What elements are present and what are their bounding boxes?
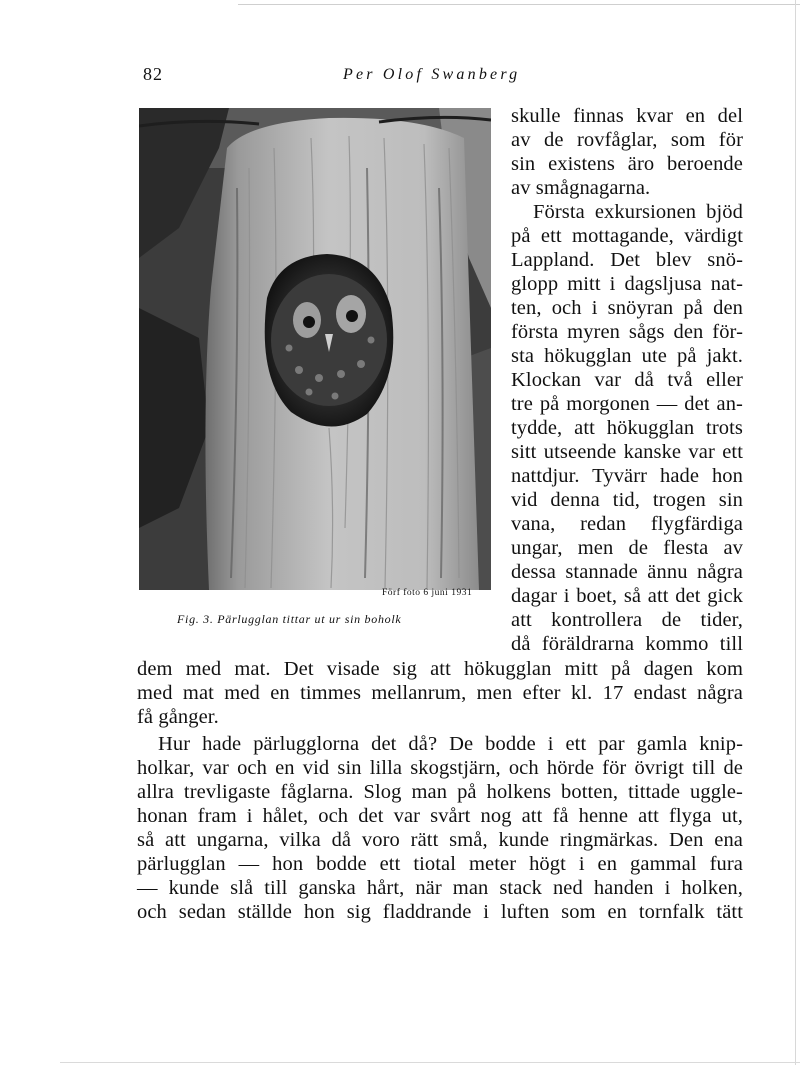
text-line: sitt utseende kanske var ett — [511, 441, 743, 463]
text-line: ungar, men de flesta av — [511, 537, 743, 559]
text-line: så att ungarna, vilka då voro rätt små, kunde ringmärkas. Den ena — [137, 829, 743, 851]
text-line: Lappland. Det blev snö- — [511, 249, 743, 271]
text-line: av smågnagarna. — [511, 177, 651, 199]
text-line: med mat med en timmes mellanrum, men efter kl. 17 endast några — [137, 682, 743, 704]
text-line: glopp mitt i dagsljusa nat- — [511, 273, 743, 295]
text-line: första myren sågs den för- — [511, 321, 743, 343]
owl-photo — [139, 108, 491, 590]
page-number: 82 — [143, 64, 163, 84]
text-line: ten, och i snöyran på den — [511, 297, 743, 319]
text-line: honan fram i hålet, och det var svårt nog att få henne att flyga ut, — [137, 805, 743, 827]
text-line: allra trevligaste fåglarna. Slog man på holkens botten, tittade uggle- — [137, 781, 743, 803]
text-line: — kunde slå till ganska hårt, när man stack ned handen i holken, — [137, 877, 743, 899]
text-line: på ett mottagande, värdigt — [511, 225, 743, 247]
text-line: vana, redan flygfärdiga — [511, 513, 743, 535]
text-line: Hur hade pärlugglorna det då? De bodde i ett par gamla knip- — [158, 733, 743, 755]
text-line: vid denna tid, trogen sin — [511, 489, 743, 511]
text-line: och sedan ställde hon sig fladdrande i luften som en tornfalk tätt — [137, 901, 743, 923]
photo-credit: Förf foto 6 juni 1931 — [382, 588, 473, 598]
text-line: Första exkursionen bjöd — [533, 201, 743, 223]
text-line: tydde, att hökugglan trots — [511, 417, 743, 439]
text-line: skulle finnas kvar en del — [511, 105, 743, 127]
text-line: få gånger. — [137, 706, 219, 728]
text-line: då föräldrarna kommo till — [511, 633, 743, 655]
scan-edge-bottom — [60, 1062, 800, 1063]
text-line: sin existens äro beroende — [511, 153, 743, 175]
figure-caption: Fig. 3. Pärlugglan tittar ut ur sin boholk — [177, 612, 402, 626]
running-head: Per Olof Swanberg — [343, 66, 521, 83]
text-line: dagar i boet, så att det gick — [511, 585, 743, 607]
text-line: holkar, var och en vid sin lilla skogstjärn, och hörde för övrigt till de — [137, 757, 743, 779]
text-line: Klockan var då två eller — [511, 369, 743, 391]
text-line: tre på morgonen — det an- — [511, 393, 743, 415]
text-line: sta hökugglan ute på jakt. — [511, 345, 743, 367]
text-line: nattdjur. Tyvärr hade hon — [511, 465, 743, 487]
text-line: pärlugglan — hon bodde ett tiotal meter högt i en gammal fura — [137, 853, 743, 875]
owl-in-nest-box-image — [139, 108, 491, 590]
text-line: dem med mat. Det visade sig att hökugglan mitt på dagen kom — [137, 658, 743, 680]
text-line: dessa stannade ännu några — [511, 561, 743, 583]
text-line: att kontrollera de tider, — [511, 609, 743, 631]
scan-edge-right — [795, 0, 796, 1065]
text-line: av de rovfåglar, som för — [511, 129, 743, 151]
scan-edge-top — [238, 4, 800, 5]
